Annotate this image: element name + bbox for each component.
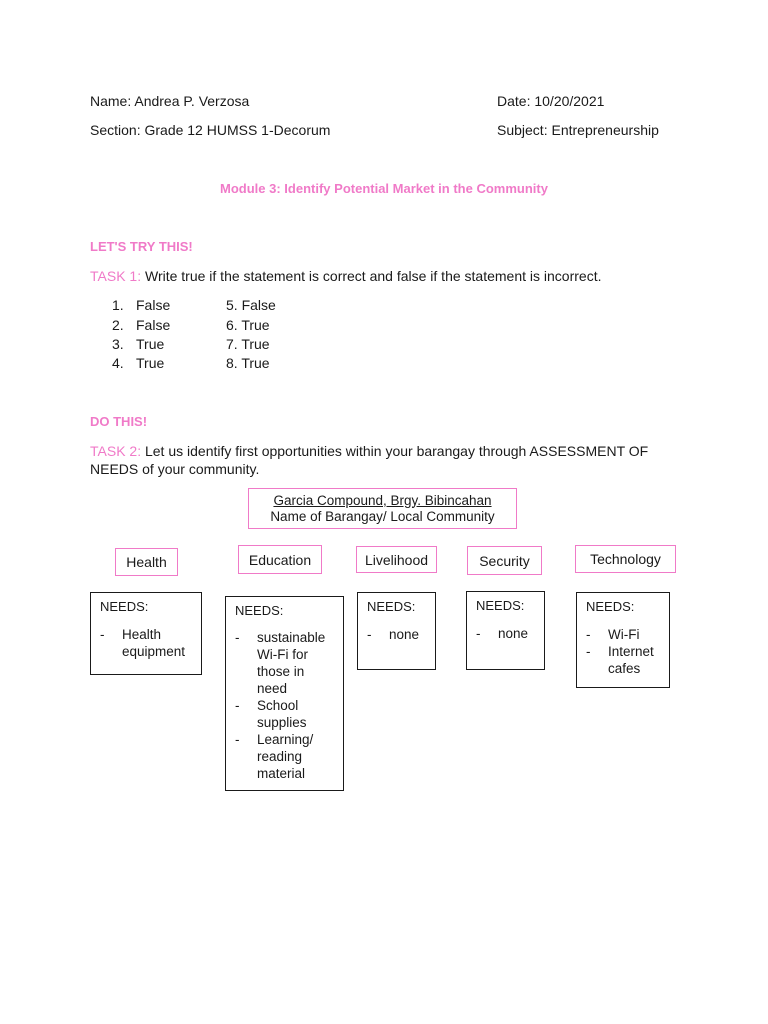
barangay-name: Garcia Compound, Brgy. Bibincahan: [273, 492, 492, 508]
needs-label: NEEDS:: [100, 599, 149, 614]
task2-label: TASK 2:: [90, 443, 142, 459]
answer-3: 3. True: [112, 336, 165, 352]
list-item: - none: [476, 626, 529, 641]
category-security: Security: [467, 546, 542, 575]
answer-1: 1. False: [112, 297, 171, 313]
answer-5: 5. False: [226, 297, 276, 313]
list-item: - Wi-Fi: [586, 627, 640, 642]
needs-list: [235, 629, 335, 782]
category-technology: Technology: [575, 545, 676, 573]
barangay-caption: Name of Barangay/ Local Community: [270, 508, 495, 524]
needs-box-technology: [576, 592, 670, 688]
task1-instruction: [90, 268, 601, 284]
task2-instruction-line1: [90, 443, 648, 459]
student-name: Name: Andrea P. Verzosa: [90, 93, 250, 109]
list-item: - none: [367, 627, 420, 642]
task1-label: TASK 1:: [90, 268, 142, 284]
category-health: Health: [115, 548, 178, 576]
list-item: - sustainable Wi-Fi for those in need: [235, 630, 326, 696]
needs-list: [367, 626, 433, 643]
category-livelihood: Livelihood: [356, 546, 437, 573]
needs-box-education: [225, 596, 344, 791]
answer-2: 2. False: [112, 317, 171, 333]
task2-instruction-line2: NEEDS of your community.: [90, 461, 260, 477]
category-education: Education: [238, 545, 322, 574]
list-item: - Learning/ reading material: [235, 732, 314, 781]
task1-text: Write true if the statement is correct and false if the statement is incorrect.: [144, 268, 602, 284]
needs-list: [100, 626, 198, 660]
subject: Subject: Entrepreneurship: [497, 122, 659, 138]
answer-4: 4. True: [112, 355, 165, 371]
needs-label: NEEDS:: [367, 599, 416, 614]
do-this-heading: DO THIS!: [90, 414, 148, 429]
needs-box-livelihood: [357, 592, 436, 670]
task2-text: Let us identify first opportunities within your barangay through ASSESSMENT OF: [144, 443, 649, 459]
needs-box-security: [466, 591, 545, 670]
needs-label: NEEDS:: [235, 603, 284, 618]
list-item: - School supplies: [235, 698, 307, 730]
lets-try-heading: LET'S TRY THIS!: [90, 239, 193, 254]
list-item: - Internet cafes: [586, 644, 654, 676]
barangay-box: [248, 488, 517, 529]
module-title: Module 3: Identify Potential Market in the Community: [220, 181, 548, 196]
list-item: - Health equipment: [100, 627, 186, 659]
answer-6: 6. True: [226, 317, 270, 333]
needs-label: NEEDS:: [476, 598, 525, 613]
needs-label: NEEDS:: [586, 599, 635, 614]
date: Date: 10/20/2021: [497, 93, 605, 109]
needs-list: [476, 625, 542, 642]
answer-7: 7. True: [226, 336, 270, 352]
answer-8: 8. True: [226, 355, 270, 371]
needs-list: [586, 626, 666, 677]
section: Section: Grade 12 HUMSS 1-Decorum: [90, 122, 331, 138]
needs-box-health: [90, 592, 202, 675]
